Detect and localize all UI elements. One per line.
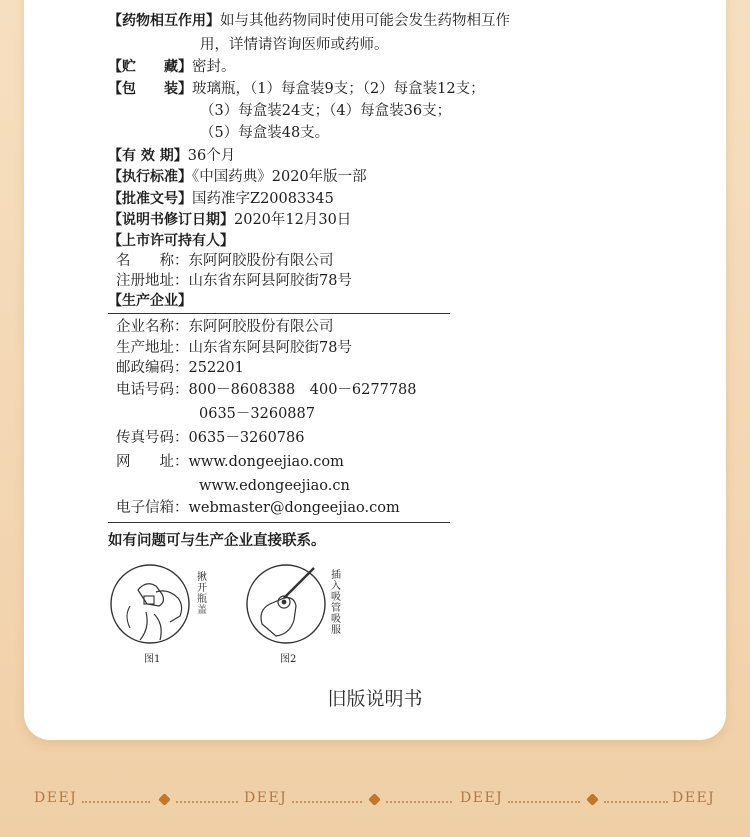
company-name: 东阿阿胶股份有限公司 <box>188 319 334 335</box>
phone-numbers: 800－8608388 400－6277788 <box>188 382 417 398</box>
divider <box>108 313 450 314</box>
prod-addr-label: 生产地址： <box>116 340 189 356</box>
footer-brand-3: DEEJ <box>460 790 504 806</box>
figure-2-illustration <box>244 562 336 648</box>
dotted-line <box>82 801 150 803</box>
validity-label: 【有 效 期】 <box>108 148 188 164</box>
zip-code: 252201 <box>188 360 244 376</box>
storage-label: 【贮 藏】 <box>108 59 192 75</box>
interaction-text-cont: 用，详情请咨询医师或药师。 <box>200 37 389 53</box>
holder-label: 【上市许可持有人】 <box>108 233 234 249</box>
standard-text: 《中国药典》2020年版一部 <box>192 169 367 185</box>
dotted-line <box>604 801 668 803</box>
standard-label: 【执行标准】 <box>108 169 192 185</box>
figure-1-caption: 图1 <box>144 654 161 665</box>
storage-text: 密封。 <box>192 59 236 75</box>
diamond-ornament <box>158 793 171 806</box>
dotted-line <box>292 801 362 803</box>
figure-1-text: 揪开瓶盖 <box>197 572 207 616</box>
contact-note: 如有问题可与生产企业直接联系。 <box>108 533 326 549</box>
old-leaflet-title: 旧版说明书 <box>327 688 423 710</box>
zip-label: 邮政编码： <box>116 360 189 376</box>
package-label: 【包 装】 <box>108 81 192 97</box>
holder-name-label: 名 称： <box>116 253 189 269</box>
footer-brand-1: DEEJ <box>34 790 78 806</box>
package-text-3: （5）每盒装48支。 <box>200 125 330 141</box>
phone-number-2: 0635－3260887 <box>199 406 315 422</box>
interaction-text: 如与其他药物同时使用可能会发生药物相互作 <box>220 13 510 29</box>
holder-addr: 山东省东阿县阿胶街78号 <box>188 273 352 289</box>
phone-label: 电话号码： <box>116 382 189 398</box>
holder-addr-label: 注册地址： <box>116 273 189 289</box>
footer-brand-2: DEEJ <box>244 790 288 806</box>
web-url-2: www.edongeejiao.cn <box>199 478 350 494</box>
interaction-label: 【药物相互作用】 <box>108 13 220 29</box>
prod-addr: 山东省东阿县阿胶街78号 <box>188 340 352 356</box>
email-address: webmaster@dongeejiao.com <box>188 500 400 516</box>
web-label: 网 址： <box>116 454 189 470</box>
manufacturer-label: 【生产企业】 <box>108 293 192 309</box>
divider-bottom <box>108 522 450 523</box>
revision-text: 2020年12月30日 <box>234 212 352 228</box>
package-text: 玻璃瓶，（1）每盒装9支；（2）每盒装12支； <box>192 81 485 97</box>
approval-text: 国药准字Z20083345 <box>192 191 334 207</box>
figure-1-illustration <box>108 562 200 648</box>
email-label: 电子信箱： <box>116 500 189 516</box>
web-url-1: www.dongeejiao.com <box>188 454 344 470</box>
holder-name: 东阿阿胶股份有限公司 <box>188 253 334 269</box>
revision-label: 【说明书修订日期】 <box>108 212 234 228</box>
fax-number: 0635－3260786 <box>188 430 305 446</box>
figure-2-text: 插入吸管吸服 <box>331 570 341 636</box>
diamond-ornament <box>586 793 599 806</box>
validity-text: 36个月 <box>187 148 236 164</box>
dotted-line <box>386 801 452 803</box>
diamond-ornament <box>368 793 381 806</box>
dotted-line <box>176 801 238 803</box>
dotted-line <box>508 801 580 803</box>
package-text-2: （3）每盒装24支；（4）每盒装36支； <box>200 103 452 119</box>
footer-brand-4: DEEJ <box>672 790 716 806</box>
fax-label: 传真号码： <box>116 430 189 446</box>
figure-2-caption: 图2 <box>280 654 297 665</box>
approval-label: 【批准文号】 <box>108 191 192 207</box>
footer-band <box>0 790 750 814</box>
company-label: 企业名称： <box>116 319 189 335</box>
